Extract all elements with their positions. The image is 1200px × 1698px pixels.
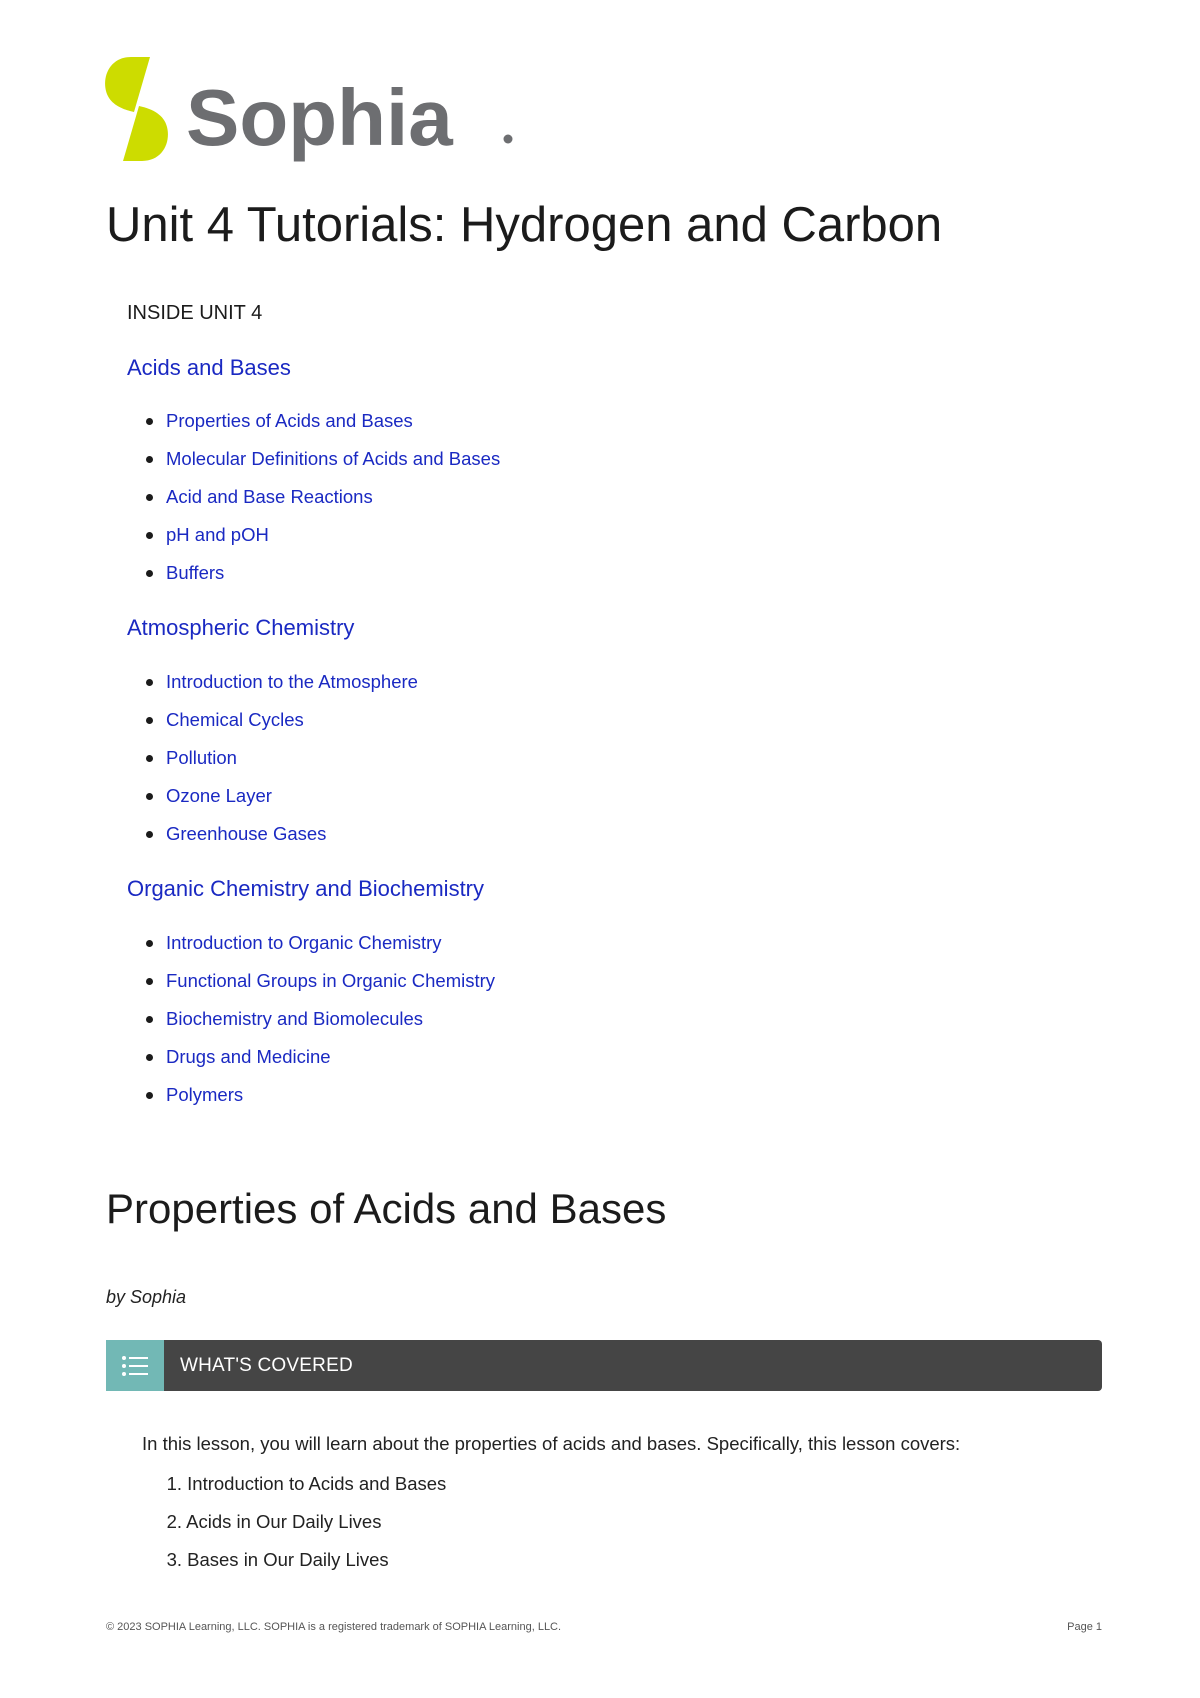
toc-link[interactable] xyxy=(127,409,500,447)
toc-link-label[interactable]: Drugs and Medicine xyxy=(166,1046,331,1067)
toc-link[interactable] xyxy=(127,708,418,746)
toc-link[interactable] xyxy=(127,485,500,523)
section-heading-atmospheric-chemistry[interactable]: Atmospheric Chemistry xyxy=(127,615,355,640)
section-heading-organic-chemistry[interactable]: Organic Chemistry and Biochemistry xyxy=(127,876,485,901)
toc-link[interactable] xyxy=(127,1083,495,1121)
toc-list-acids-and-bases xyxy=(127,409,500,599)
bullet xyxy=(146,793,153,800)
covered-item xyxy=(142,1548,446,1586)
covered-item-text: Acids in Our Daily Lives xyxy=(186,1511,382,1532)
bullet xyxy=(146,679,153,686)
bullet xyxy=(146,456,153,463)
toc-link-label[interactable]: Properties of Acids and Bases xyxy=(166,410,413,431)
whats-covered-banner xyxy=(106,1340,1102,1391)
toc-link-label[interactable]: Greenhouse Gases xyxy=(166,823,327,844)
footer-page-number: Page 1 xyxy=(1067,1621,1102,1633)
bullet xyxy=(146,940,153,947)
toc-list-atmospheric-chemistry xyxy=(127,670,418,860)
toc-link-label[interactable]: Pollution xyxy=(166,747,237,768)
toc-link[interactable] xyxy=(127,969,495,1007)
toc-link-label[interactable]: Introduction to the Atmosphere xyxy=(166,671,418,692)
toc-link[interactable] xyxy=(127,561,500,599)
bullet xyxy=(146,978,153,985)
toc-link[interactable] xyxy=(127,1045,495,1083)
bullet xyxy=(146,570,153,577)
section-heading-acids-and-bases[interactable]: Acids and Bases xyxy=(127,355,291,380)
toc-link[interactable] xyxy=(127,447,500,485)
toc-link-label[interactable]: Biochemistry and Biomolecules xyxy=(166,1008,424,1029)
bullet xyxy=(146,1092,153,1099)
toc-link[interactable] xyxy=(127,746,418,784)
covered-item-number: 1. xyxy=(166,1473,182,1494)
toc-link-label[interactable]: Functional Groups in Organic Chemistry xyxy=(166,970,496,991)
footer-copyright: © 2023 SOPHIA Learning, LLC. SOPHIA is a registered trademark of SOPHIA Learning, LLC. xyxy=(106,1621,562,1633)
sophia-logo xyxy=(104,55,524,165)
toc-link-label[interactable]: Polymers xyxy=(166,1084,244,1105)
bullet xyxy=(146,418,153,425)
toc-link-label[interactable]: pH and pOH xyxy=(166,524,269,545)
toc-link-label[interactable]: Buffers xyxy=(166,562,225,583)
toc-link[interactable] xyxy=(127,523,500,561)
covered-list xyxy=(142,1472,446,1586)
banner-icon-box xyxy=(106,1340,164,1391)
bullet xyxy=(146,831,153,838)
covered-item-number: 3. xyxy=(166,1549,182,1570)
toc-link-label[interactable]: Molecular Definitions of Acids and Bases xyxy=(166,448,501,469)
bullet xyxy=(146,1016,153,1023)
covered-item-text: Bases in Our Daily Lives xyxy=(187,1549,389,1570)
toc-link[interactable] xyxy=(127,670,418,708)
bullet xyxy=(146,1054,153,1061)
covered-item xyxy=(142,1510,446,1548)
toc-list-organic-chemistry xyxy=(127,931,495,1121)
bullet xyxy=(146,532,153,539)
covered-item xyxy=(142,1472,446,1510)
logo-dot xyxy=(504,135,513,144)
toc-link[interactable] xyxy=(127,1007,495,1045)
banner-label: WHAT'S COVERED xyxy=(180,1354,353,1376)
bullet xyxy=(146,494,153,501)
toc-link-label[interactable]: Acid and Base Reactions xyxy=(166,486,373,507)
covered-item-number: 2. xyxy=(166,1511,182,1532)
document-title: Unit 4 Tutorials: Hydrogen and Carbon xyxy=(106,198,943,252)
sophia-s-mark-icon xyxy=(105,57,168,161)
list-icon xyxy=(121,1355,149,1377)
toc-link-label[interactable]: Ozone Layer xyxy=(166,785,272,806)
lesson-title: Properties of Acids and Bases xyxy=(106,1185,667,1232)
covered-item-text: Introduction to Acids and Bases xyxy=(187,1473,447,1494)
toc-link-label[interactable]: Introduction to Organic Chemistry xyxy=(166,932,442,953)
toc-link[interactable] xyxy=(127,931,495,969)
toc-link[interactable] xyxy=(127,822,418,860)
bullet xyxy=(146,717,153,724)
toc-link[interactable] xyxy=(127,784,418,822)
lesson-intro: In this lesson, you will learn about the properties of acids and bases. Specifically, this lesson covers: xyxy=(142,1433,961,1454)
logo-wordmark: Sophia xyxy=(186,73,453,162)
toc-link-label[interactable]: Chemical Cycles xyxy=(166,709,304,730)
unit-label: INSIDE UNIT 4 xyxy=(127,302,263,324)
lesson-author: by Sophia xyxy=(106,1287,187,1307)
bullet xyxy=(146,755,153,762)
